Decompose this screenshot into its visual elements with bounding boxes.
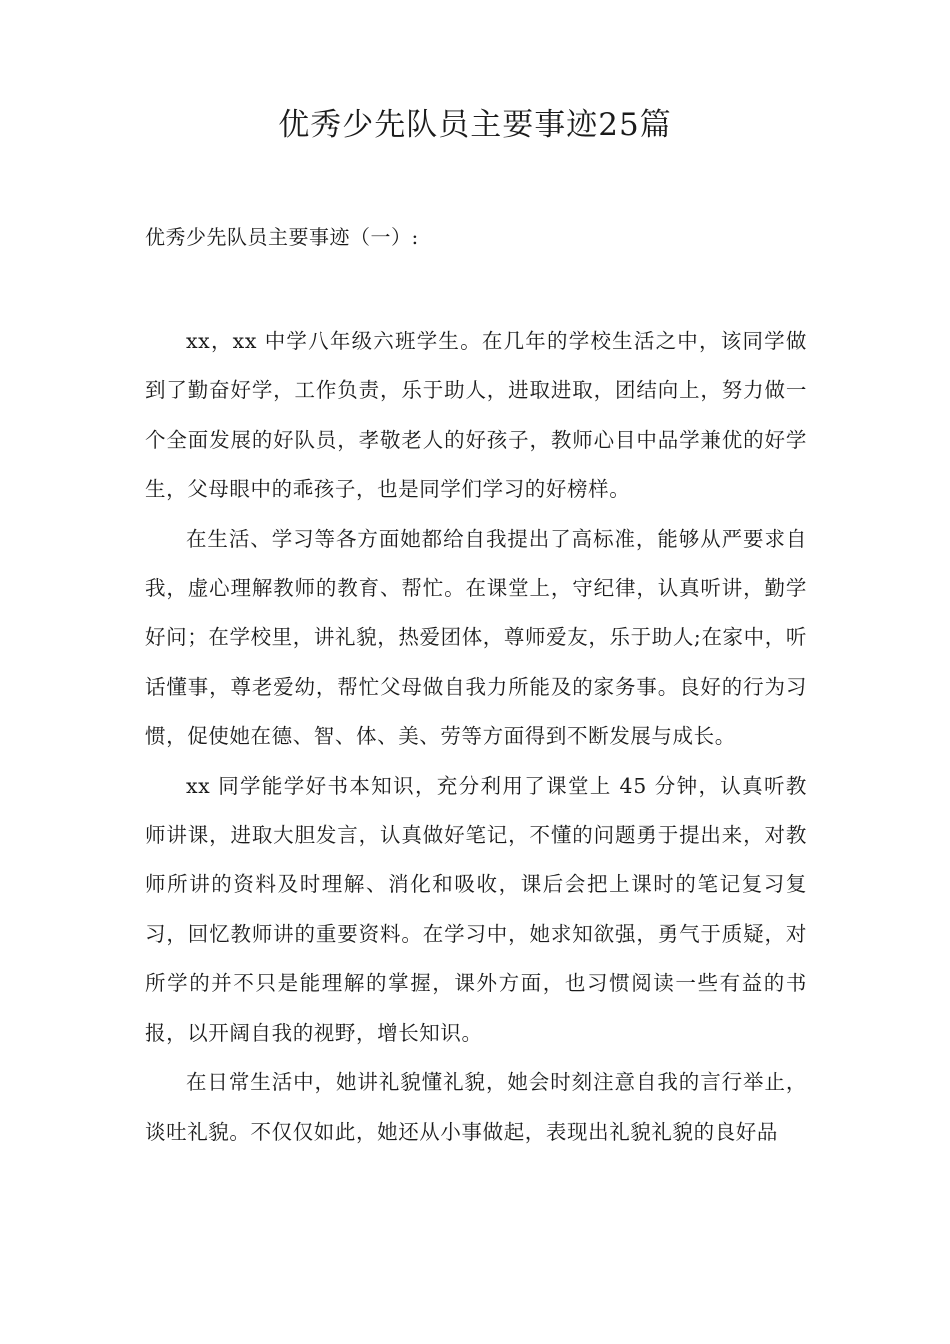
paragraph-4: 在日常生活中，她讲礼貌懂礼貌，她会时刻注意自我的言行举止，谈吐礼貌。不仅仅如此，她还从小事做起，表现出礼貌礼貌的良好品 [145,1070,807,1144]
document-title: 优秀少先队员主要事迹25篇 [278,107,672,143]
paragraph-2: 在生活、学习等各方面她都给自我提出了高标准，能够从严要求自我，虚心理解教师的教育、帮忙。在课堂上，守纪律，认真听讲，勤学好问；在学校里，讲礼貌，热爱团体，尊师爱友，乐于助人;在家中，听话懂事，尊老爱幼，帮忙父母做自我力所能及的家务事。良好的行为习惯，促使她在德、智、体、美、劳等方面得到不断发展与成长。 [145,526,807,749]
paragraph-1: xx，xx 中学八年级六班学生。在几年的学校生活之中，该同学做到了勤奋好学，工作负责，乐于助人，进取进取，团结向上，努力做一个全面发展的好队员，孝敬老人的好孩子，教师心目中品学兼优的好学生，父母眼中的乖孩子，也是同学们学习的好榜样。 [145,329,807,502]
paragraph-3: xx 同学能学好书本知识，充分利用了课堂上 45 分钟，认真听教师讲课，进取大胆发言，认真做好笔记，不懂的问题勇于提出来，对教师所讲的资料及时理解、消化和吸收，课后会把上课时的笔记复习复习，回忆教师讲的重要资料。在学习中，她求知欲强，勇气于质疑，对所学的并不只是能理解的掌握，课外方面，也习惯阅读一些有益的书报，以开阔自我的视野，增长知识。 [145,773,807,1045]
document-body [145,317,807,1157]
section-heading: 优秀少先队员主要事迹（一）: [145,225,419,249]
